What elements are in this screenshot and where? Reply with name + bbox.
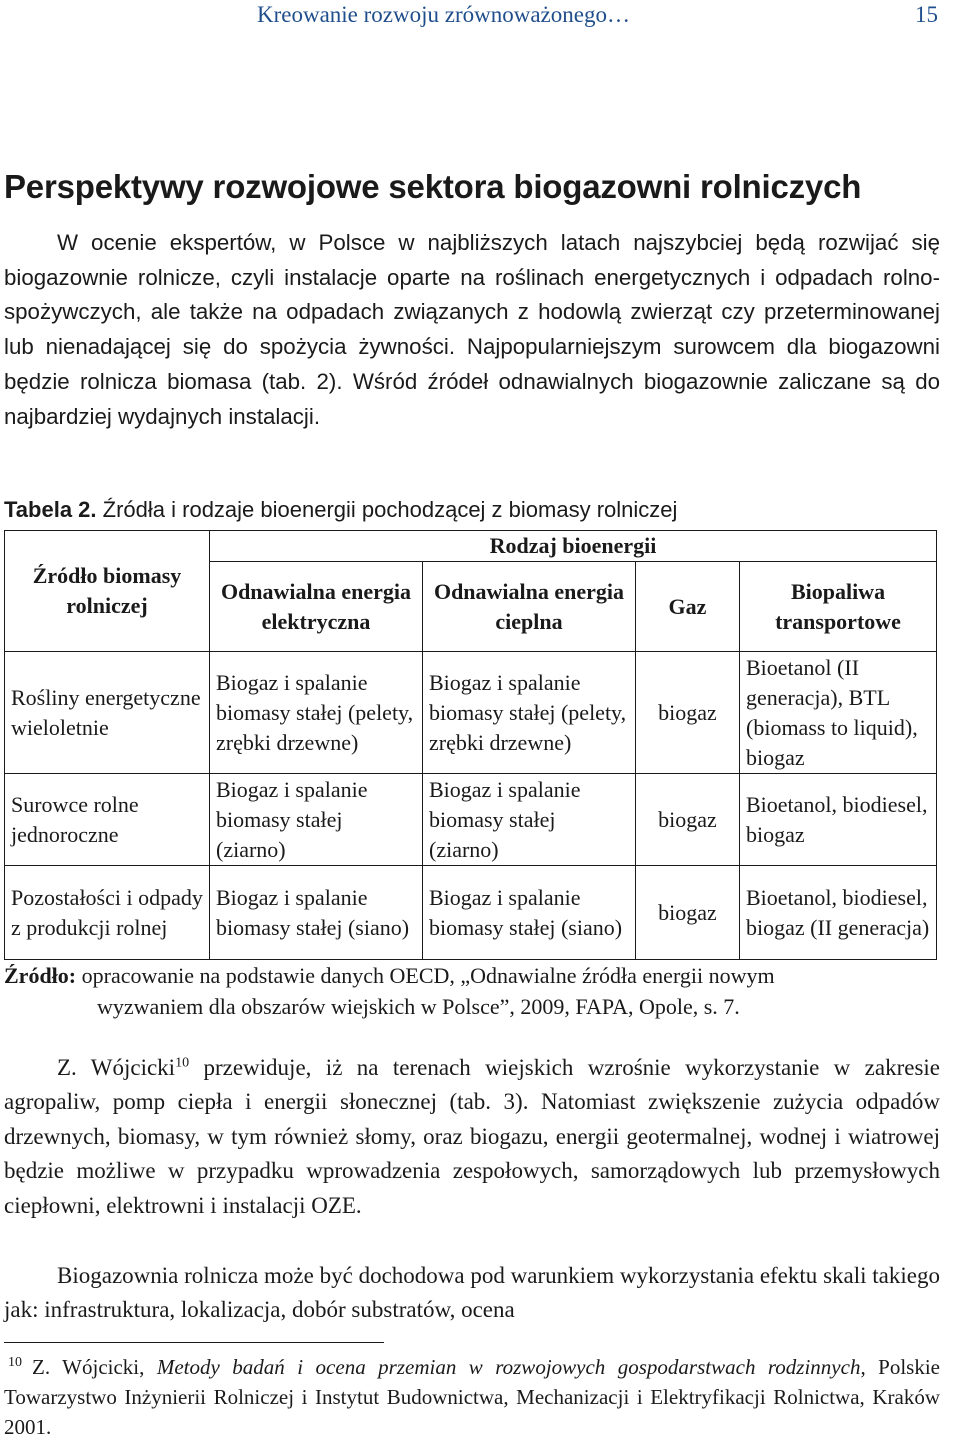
table-caption (4, 497, 944, 523)
source-note-line2: wyzwaniem dla obszarów wiejskich w Polsce”, 2009, FAPA, Opole, s. 7. (97, 994, 740, 1019)
table-label: Tabela 2. (4, 497, 97, 522)
paragraph-3-text: Biogazownia rolnicza może być dochodowa pod warunkiem wykorzystania efektu skali takiego jak: infrastruktura, lokalizacja, dobór substratów, ocena (4, 1263, 940, 1323)
cell-heat: Biogaz i spalanie biomasy stałej (ziarno) (423, 774, 636, 866)
paragraph-2 (4, 1051, 940, 1223)
footnote-rest: , Polskie Towarzystwo Inżynierii Rolniczej i Instytut Budownictwa, Mechanizacji i Elektryfikacji Rolnictwa, Kraków 2001. (4, 1355, 941, 1439)
paragraph-3 (4, 1259, 940, 1328)
cell-source: Rośliny energetyczne wieloletnie (5, 652, 210, 774)
cell-gas: biogaz (636, 866, 740, 960)
col-header-heat: Odnawialna energia cieplna (423, 562, 636, 652)
footnote-author: Z. Wójcicki, (32, 1355, 145, 1379)
cell-source: Surowce rolne jednoroczne (5, 774, 210, 866)
table-source-note (4, 960, 940, 1022)
running-title: Kreowanie rozwoju zrównoważonego… (257, 2, 630, 27)
footnote-title: Metody badań i ocena przemian w rozwojowych gospodarstwach rodzinnych (156, 1355, 861, 1379)
cell-source: Pozostałości i odpady z produkcji rolnej (5, 866, 210, 960)
intro-paragraph (4, 226, 940, 434)
cell-gas: biogaz (636, 652, 740, 774)
cell-fuels: Bioetanol, biodiesel, biogaz (740, 774, 937, 866)
footnote-separator (4, 1342, 384, 1343)
footnote (4, 1352, 940, 1442)
page-number: 15 (915, 2, 938, 27)
col-header-electric: Odnawialna energia elektryczna (210, 562, 423, 652)
source-note-line1: opracowanie na podstawie danych OECD, „Odnawialne źródła energii nowym (81, 963, 775, 988)
col-header-source: Źródło biomasy rolniczej (5, 531, 210, 652)
cell-heat: Biogaz i spalanie biomasy stałej (pelety, zrębki drzewne) (423, 652, 636, 774)
footnote-number: 10 (8, 1355, 22, 1370)
bioenergy-table (4, 530, 937, 960)
cell-fuels: Bioetanol, biodiesel, biogaz (II generacja) (740, 866, 937, 960)
paragraph-2-text: przewiduje, iż na terenach wiejskich wzrośnie wykorzystanie w zakresie agropaliw, pomp ciepła i energii słonecznej (tab. 3). Natomiast zwiększenie zużycia odpadów drzewnych, biomasy, w tym również słomy, oraz biogazu, energii geotermalnej, wodnej i wiatrowej będzie możliwe w przypadku wprowadzenia zespołowych, samorządowych lub przemysłowych ciepłowni, elektrowni i instalacji OZE. (4, 1055, 941, 1218)
section-title: Perspektywy rozwojowe sektora biogazowni rolniczych (4, 168, 862, 205)
cell-heat: Biogaz i spalanie biomasy stałej (siano) (423, 866, 636, 960)
table-row (5, 652, 937, 774)
cell-electric: Biogaz i spalanie biomasy stałej (ziarno) (210, 774, 423, 866)
intro-paragraph-text: W ocenie ekspertów, w Polsce w najbliższych latach najszybciej będą rozwijać się biogazownie rolnicze, czyli instalacje oparte na roślinach energetycznych i odpadach rolno-spożywczych, ale także na odpadach związanych z hodowlą zwierząt czy przeterminowanej lub nienadającej się do spożycia żywności. Najpopularniejszym surowcem dla biogazowni będzie rolnicza biomasa (tab. 2). Wśród źródeł odnawialnych biogazownie zaliczane są do najbardziej wydajnych instalacji. (4, 230, 940, 429)
cell-electric: Biogaz i spalanie biomasy stałej (siano) (210, 866, 423, 960)
table-row (5, 774, 937, 866)
cell-electric: Biogaz i spalanie biomasy stałej (pelety, zrębki drzewne) (210, 652, 423, 774)
col-header-group: Rodzaj bioenergii (210, 531, 937, 562)
table-caption-text: Źródła i rodzaje bioenergii pochodzącej z biomasy rolniczej (102, 497, 678, 522)
cell-fuels: Bioetanol (II generacja), BTL (biomass to liquid), biogaz (740, 652, 937, 774)
paragraph-2-author: Z. Wójcicki (57, 1055, 176, 1080)
cell-gas: biogaz (636, 774, 740, 866)
col-header-fuels: Biopaliwa transportowe (740, 562, 937, 652)
col-header-gas: Gaz (636, 562, 740, 652)
running-header (0, 2, 960, 32)
footnote-reference[interactable]: 10 (175, 1055, 190, 1071)
table-row (5, 866, 937, 960)
table-header-row (5, 531, 937, 562)
source-note-lead: Źródło: (4, 963, 77, 988)
